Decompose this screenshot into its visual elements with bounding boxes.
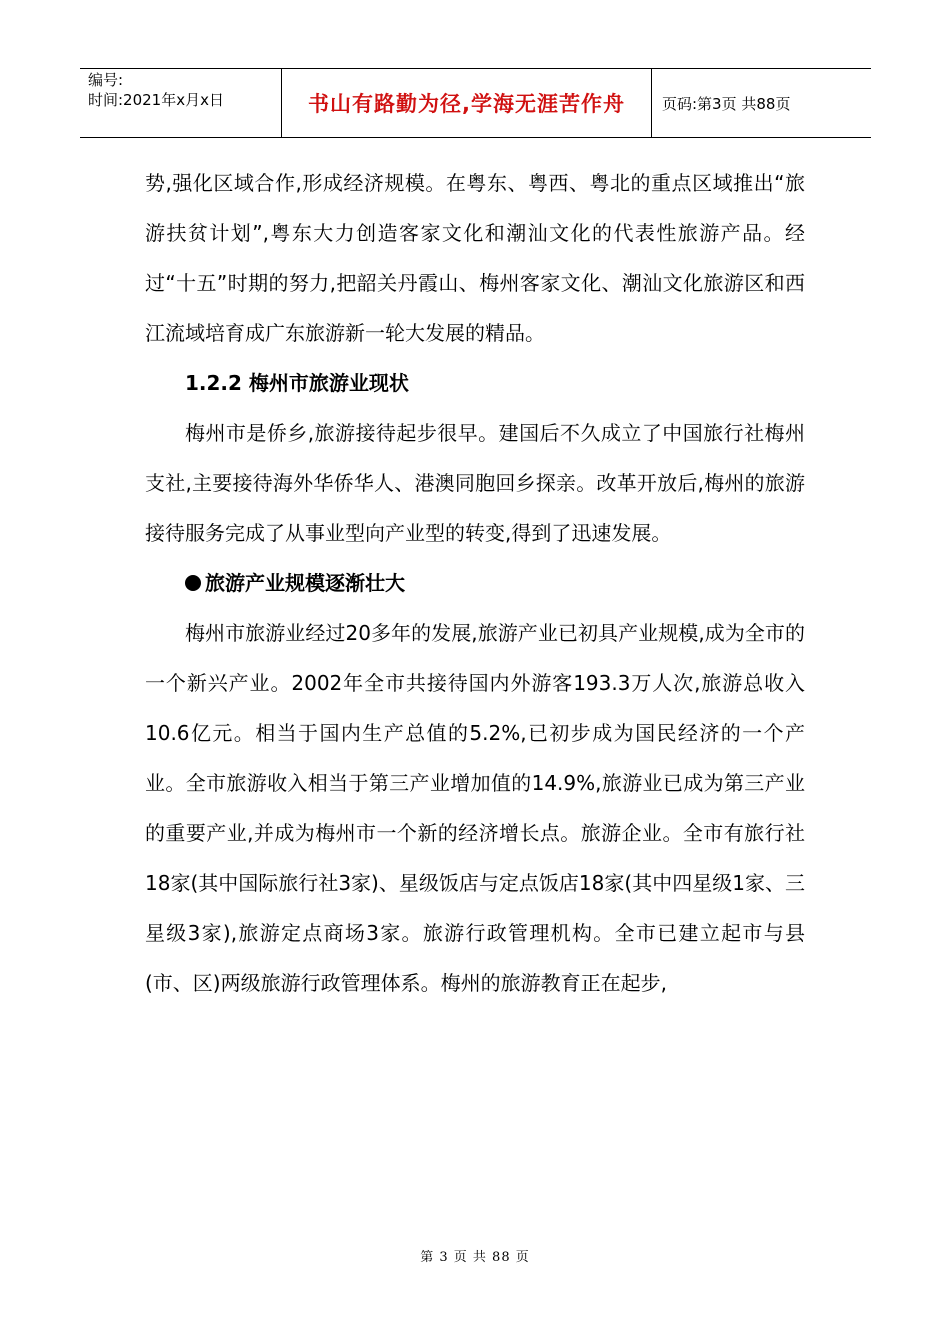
header-meta-cell [80, 69, 282, 137]
header-motto: 书山有路勤为径,学海无涯苦作舟 [308, 92, 625, 116]
paragraph-continued: 势,强化区域合作,形成经济规模。在粤东、粤西、粤北的重点区域推出“旅游扶贫计划”,粤东大力创造客家文化和潮汕文化的代表性旅游产品。经过“十五”时期的努力,把韶关丹霞山、梅州客家文化、潮汕文化旅游区和西江流域培育成广东旅游新一轮大发展的精品。 [145, 171, 805, 345]
header-page-cell [652, 69, 871, 137]
page-footer: 第 3 页 共 88 页 [420, 1250, 530, 1265]
paragraph-overview: 梅州市是侨乡,旅游接待起步很早。建国后不久成立了中国旅行社梅州支社,主要接待海外华侨华人、港澳同胞回乡探亲。改革开放后,梅州的旅游接待服务完成了从事业型向产业型的转变,得到了迅速发展。 [145, 421, 805, 545]
document-date: 时间:2021年x月x日 [88, 91, 224, 109]
header-page-info: 页码:第3页 共88页 [662, 94, 791, 113]
header-motto-cell [282, 69, 652, 137]
bullet-heading-text: 旅游产业规模逐渐壮大 [205, 571, 405, 595]
section-heading: 1.2.2 梅州市旅游业现状 [185, 371, 409, 395]
paragraph-industry-scale: 梅州市旅游业经过20多年的发展,旅游产业已初具产业规模,成为全市的一个新兴产业。2002年全市共接待国内外游客193.3万人次,旅游总收入10.6亿元。相当于国内生产总值的5.2%,已初步成为国民经济的一个产业。全市旅游收入相当于第三产业增加值的14.9%,旅游业已成为第三产业的重要产业,并成为梅州市一个新的经济增长点。旅游企业。全市有旅行社18家(其中国际旅行社3家)、星级饭店与定点饭店18家(其中四星级1家、三星级3家),旅游定点商场3家。旅游行政管理机构。全市已建立起市与县(市、区)两级旅游行政管理体系。梅州的旅游教育正在起步, [145, 621, 805, 995]
document-code-label: 编号: [88, 71, 124, 89]
bullet-heading [145, 558, 805, 608]
document-body [145, 158, 805, 1008]
page-header [80, 68, 871, 138]
bullet-icon [185, 575, 201, 591]
